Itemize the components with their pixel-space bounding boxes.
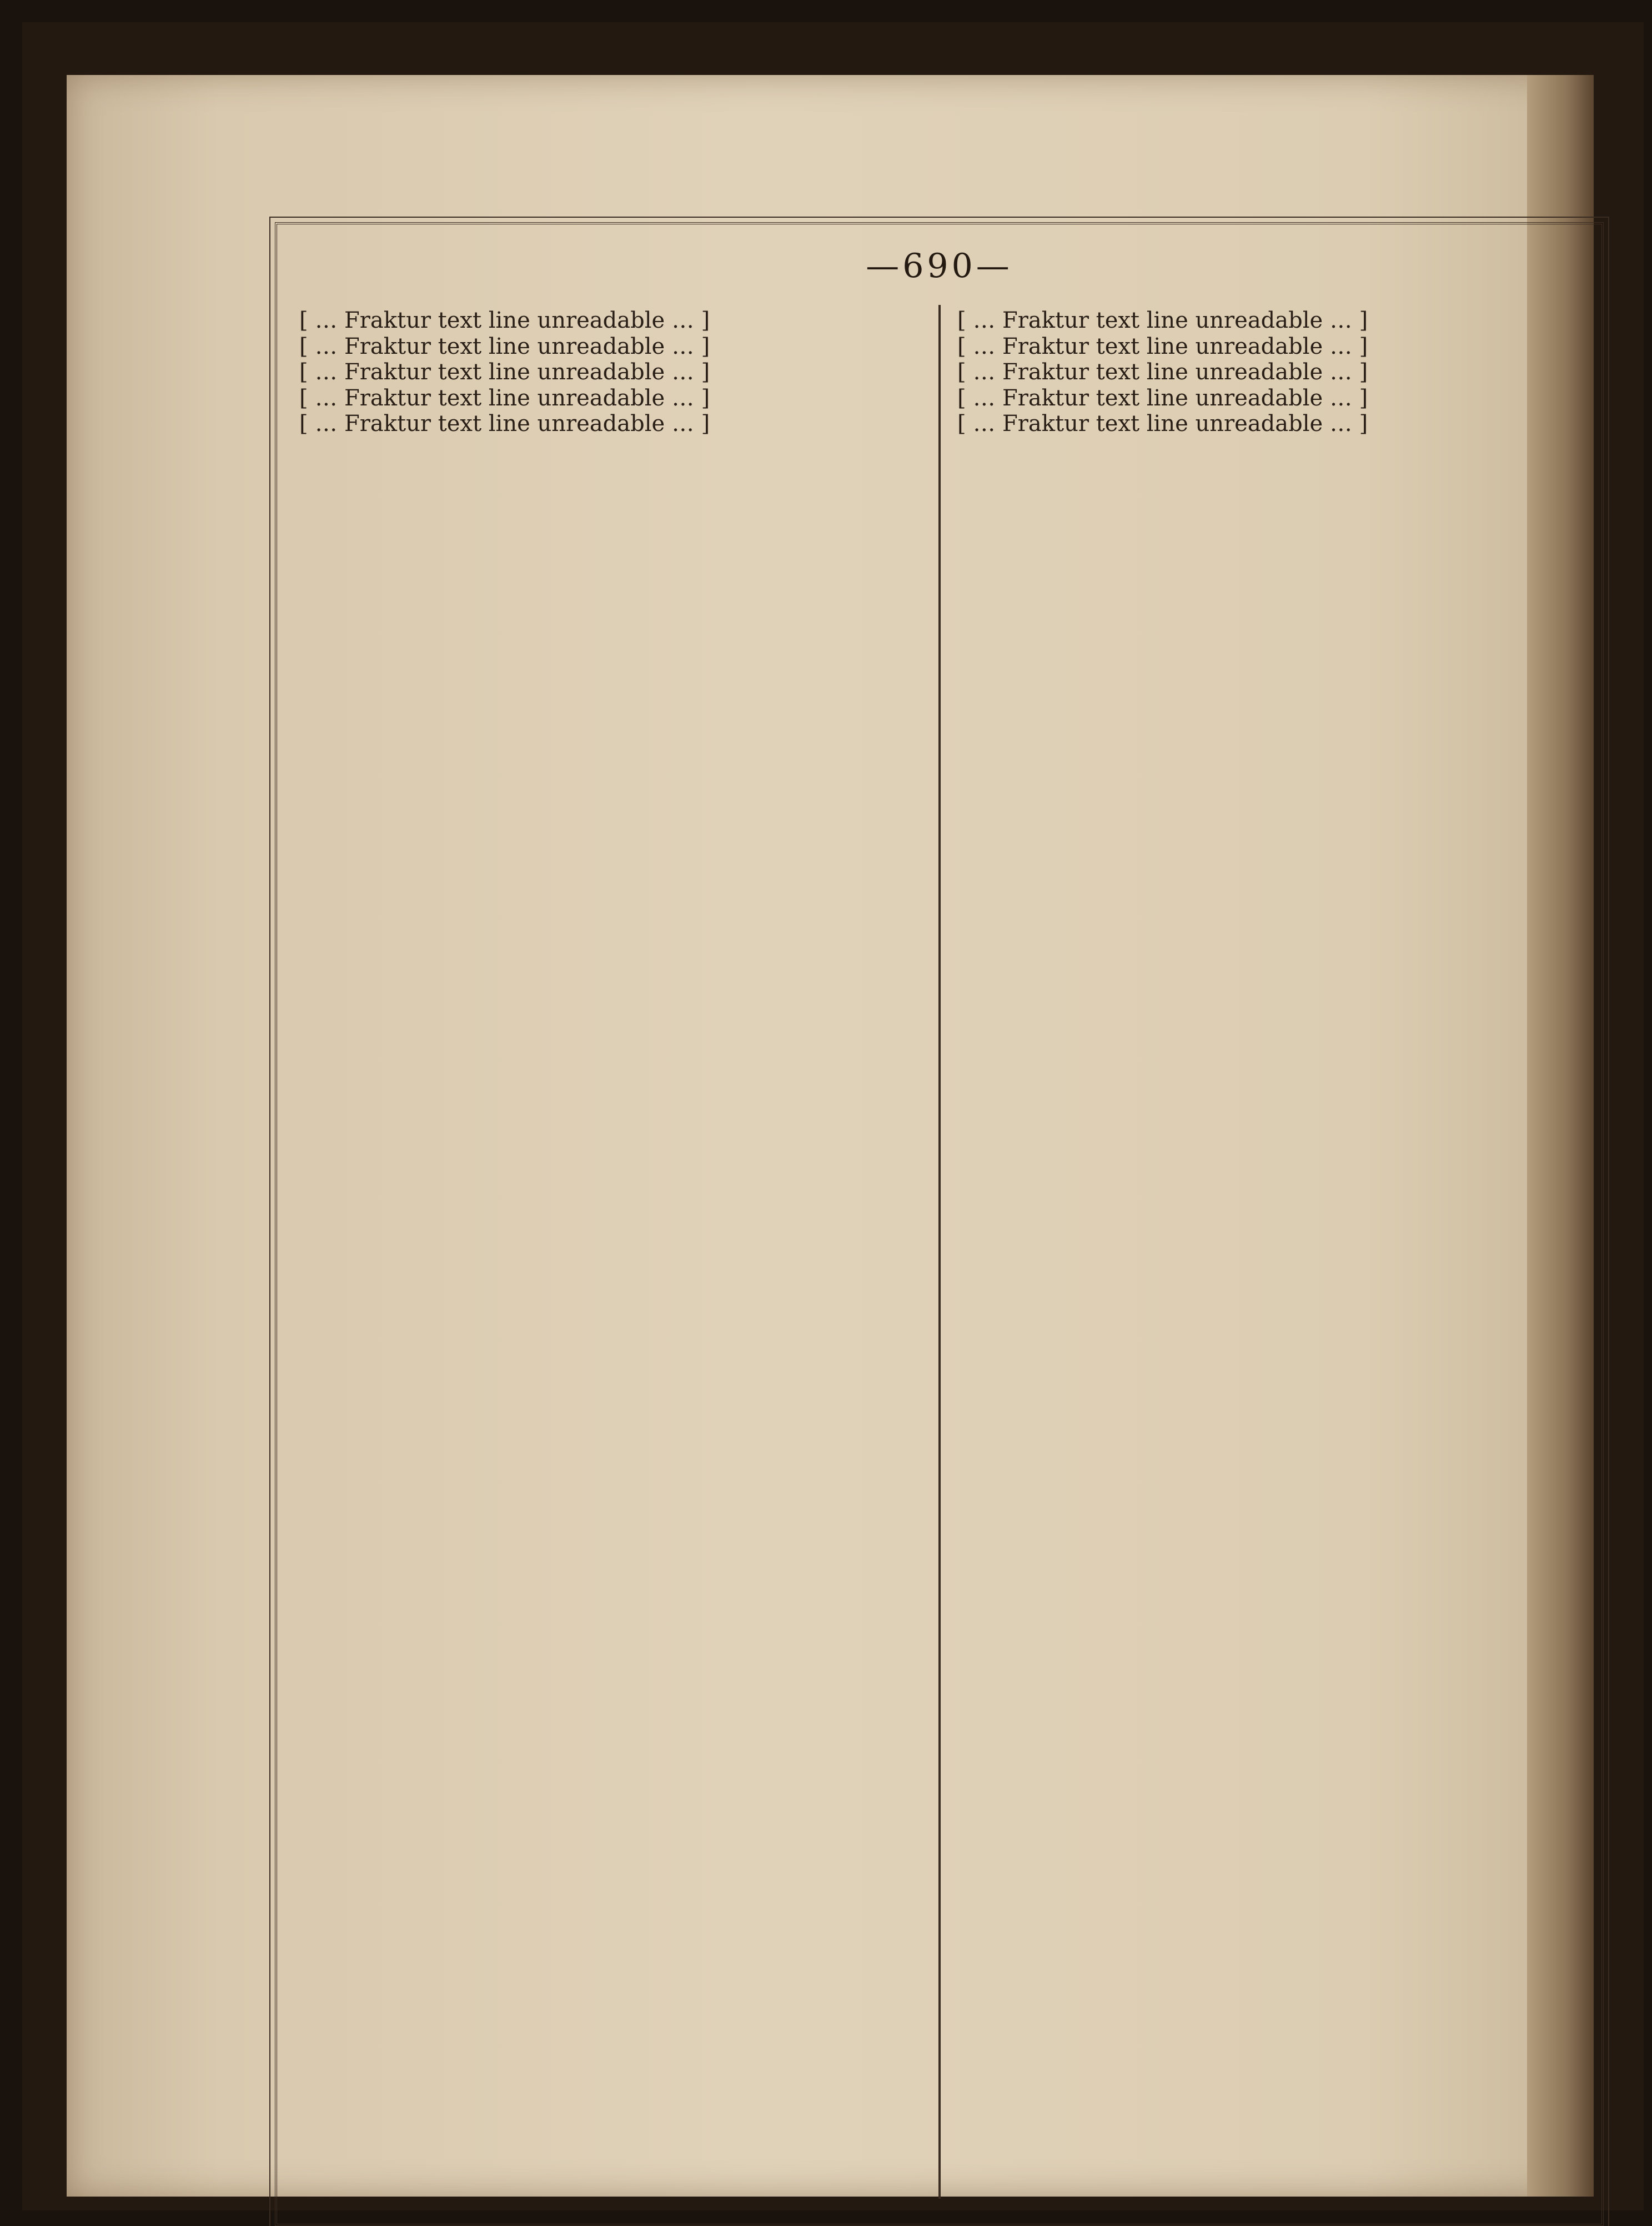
text-frame (275, 222, 1604, 2226)
text-line: [ … Fraktur text line unreadable … ] (299, 411, 710, 437)
book-background (22, 22, 1644, 2210)
text-line: [ … Fraktur text line unreadable … ] (299, 359, 710, 385)
text-line: [ … Fraktur text line unreadable … ] (957, 359, 1368, 385)
column-divider (938, 305, 941, 2199)
text-line: [ … Fraktur text line unreadable … ] (957, 385, 1368, 411)
page-header: —690— (866, 247, 1013, 285)
left-column (299, 308, 921, 2196)
text-line: [ … Fraktur text line unreadable … ] (299, 385, 710, 411)
right-column (957, 308, 1579, 2196)
page (67, 75, 1594, 2197)
text-line: [ … Fraktur text line unreadable … ] (957, 411, 1368, 437)
text-line: [ … Fraktur text line unreadable … ] (299, 333, 710, 359)
text-line: [ … Fraktur text line unreadable … ] (957, 308, 1368, 333)
text-line: [ … Fraktur text line unreadable … ] (957, 333, 1368, 359)
text-line: [ … Fraktur text line unreadable … ] (299, 308, 710, 333)
page-number: 690 (902, 247, 976, 285)
